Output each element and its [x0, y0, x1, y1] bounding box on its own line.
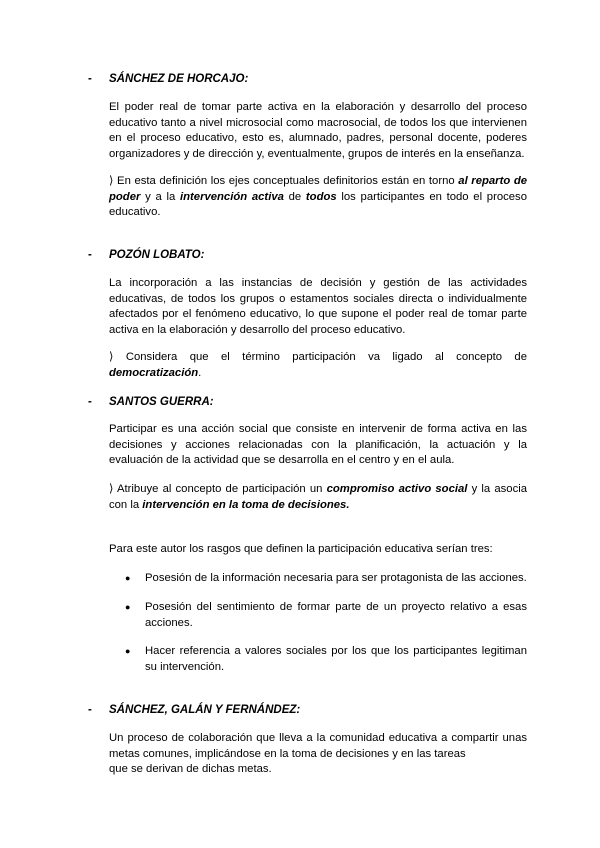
note-paragraph	[109, 174, 527, 221]
definition-paragraph: Participar es una acción social que consiste en intervenir de forma activa en las decisiones y acciones relacionadas con la planificación, la actuación y la evaluación de la actividad que se desarrolla en el centro y en el aula.	[109, 423, 527, 466]
paragraph-line: Un proceso de colaboración que lleva a la comunidad educativa a compartir unas	[109, 732, 527, 744]
note-paragraph	[109, 350, 527, 381]
note-text: los participantes en todo el proceso educativo.	[109, 190, 527, 218]
emphasis-text: compromiso activo social	[326, 483, 468, 495]
heading-text: SÁNCHEZ, GALÁN Y FERNÁNDEZ:	[109, 704, 301, 716]
dash-marker: -	[88, 704, 92, 716]
arrow-marker: ⟩	[109, 351, 114, 363]
heading-text: POZÓN LOBATO:	[109, 249, 205, 261]
note-paragraph	[109, 482, 527, 513]
section-heading-sanchez-galan-fernandez	[88, 703, 300, 719]
list-item-text: Hacer referencia a valores sociales por los que los participantes legitiman su intervención.	[145, 645, 527, 673]
list-item	[125, 644, 527, 675]
note-text: Atribuye al concepto de participación un	[116, 483, 323, 495]
note-text: y a la	[145, 190, 176, 203]
heading-text: SÁNCHEZ DE HORCAJO:	[109, 73, 249, 85]
emphasis-text: intervención activa	[179, 190, 284, 203]
paragraph-line: que se derivan de dichas metas.	[109, 763, 272, 775]
definition-paragraph: La incorporación a las instancias de decisión y gestión de las actividades educativas, de todos los grupos o estamentos sociales directa o individualmente afectados por el fenómeno educativo, lo que supone el poder real de tomar parte activa en la elaboración y desarrollo del proceso educativo.	[109, 277, 527, 336]
emphasis-text: al reparto de poder	[109, 175, 528, 203]
dash-marker: -	[88, 396, 92, 408]
note-text: En esta definición los ejes conceptuales definitorios están en torno	[117, 175, 455, 187]
dash-marker: -	[88, 73, 92, 85]
paragraph-line: metas comunes, implicándose en la toma de decisiones y en las tareas	[109, 747, 466, 760]
note-text: de	[288, 190, 302, 203]
note-text: Considera que el término participación va ligado al concepto de	[125, 351, 527, 363]
dash-marker: -	[88, 249, 92, 261]
heading-text: SANTOS GUERRA:	[109, 396, 214, 408]
definition-paragraph: El poder real de tomar parte activa en la elaboración y desarrollo del proceso educativo tanto a nivel microsocial como macrosocial, de todos los que intervienen en el proceso educativo, esto es, alumnado, padres, personal docente, poderes organizadores y de dirección y, eventualmente, grupos de interés en la enseñanza.	[109, 101, 527, 160]
definition-paragraph	[109, 731, 527, 778]
note-text: y la asocia con la	[109, 483, 528, 511]
bullet-icon: ●	[125, 573, 131, 583]
section-heading-santos-guerra	[88, 395, 214, 411]
bullet-icon: ●	[125, 602, 131, 612]
section-heading-pozon-lobato	[88, 248, 204, 264]
bullet-icon: ●	[125, 646, 131, 656]
list-item	[125, 571, 527, 587]
list-item	[125, 600, 527, 631]
arrow-marker: ⟩	[109, 175, 114, 187]
list-intro: Para este autor los rasgos que definen la participación educativa serían tres:	[109, 543, 493, 555]
emphasis-text: todos	[305, 190, 337, 203]
list-item-text: Posesión del sentimiento de formar parte de un proyecto relativo a esas acciones.	[145, 601, 527, 629]
emphasis-text: intervención en la toma de decisiones.	[142, 498, 350, 511]
list-item-text: Posesión de la información necesaria para ser protagonista de las acciones.	[145, 572, 527, 584]
section-heading-sanchez-de-horcajo	[88, 72, 248, 88]
note-text: .	[198, 366, 202, 379]
arrow-marker: ⟩	[109, 483, 114, 495]
emphasis-text: democratización	[109, 366, 199, 379]
